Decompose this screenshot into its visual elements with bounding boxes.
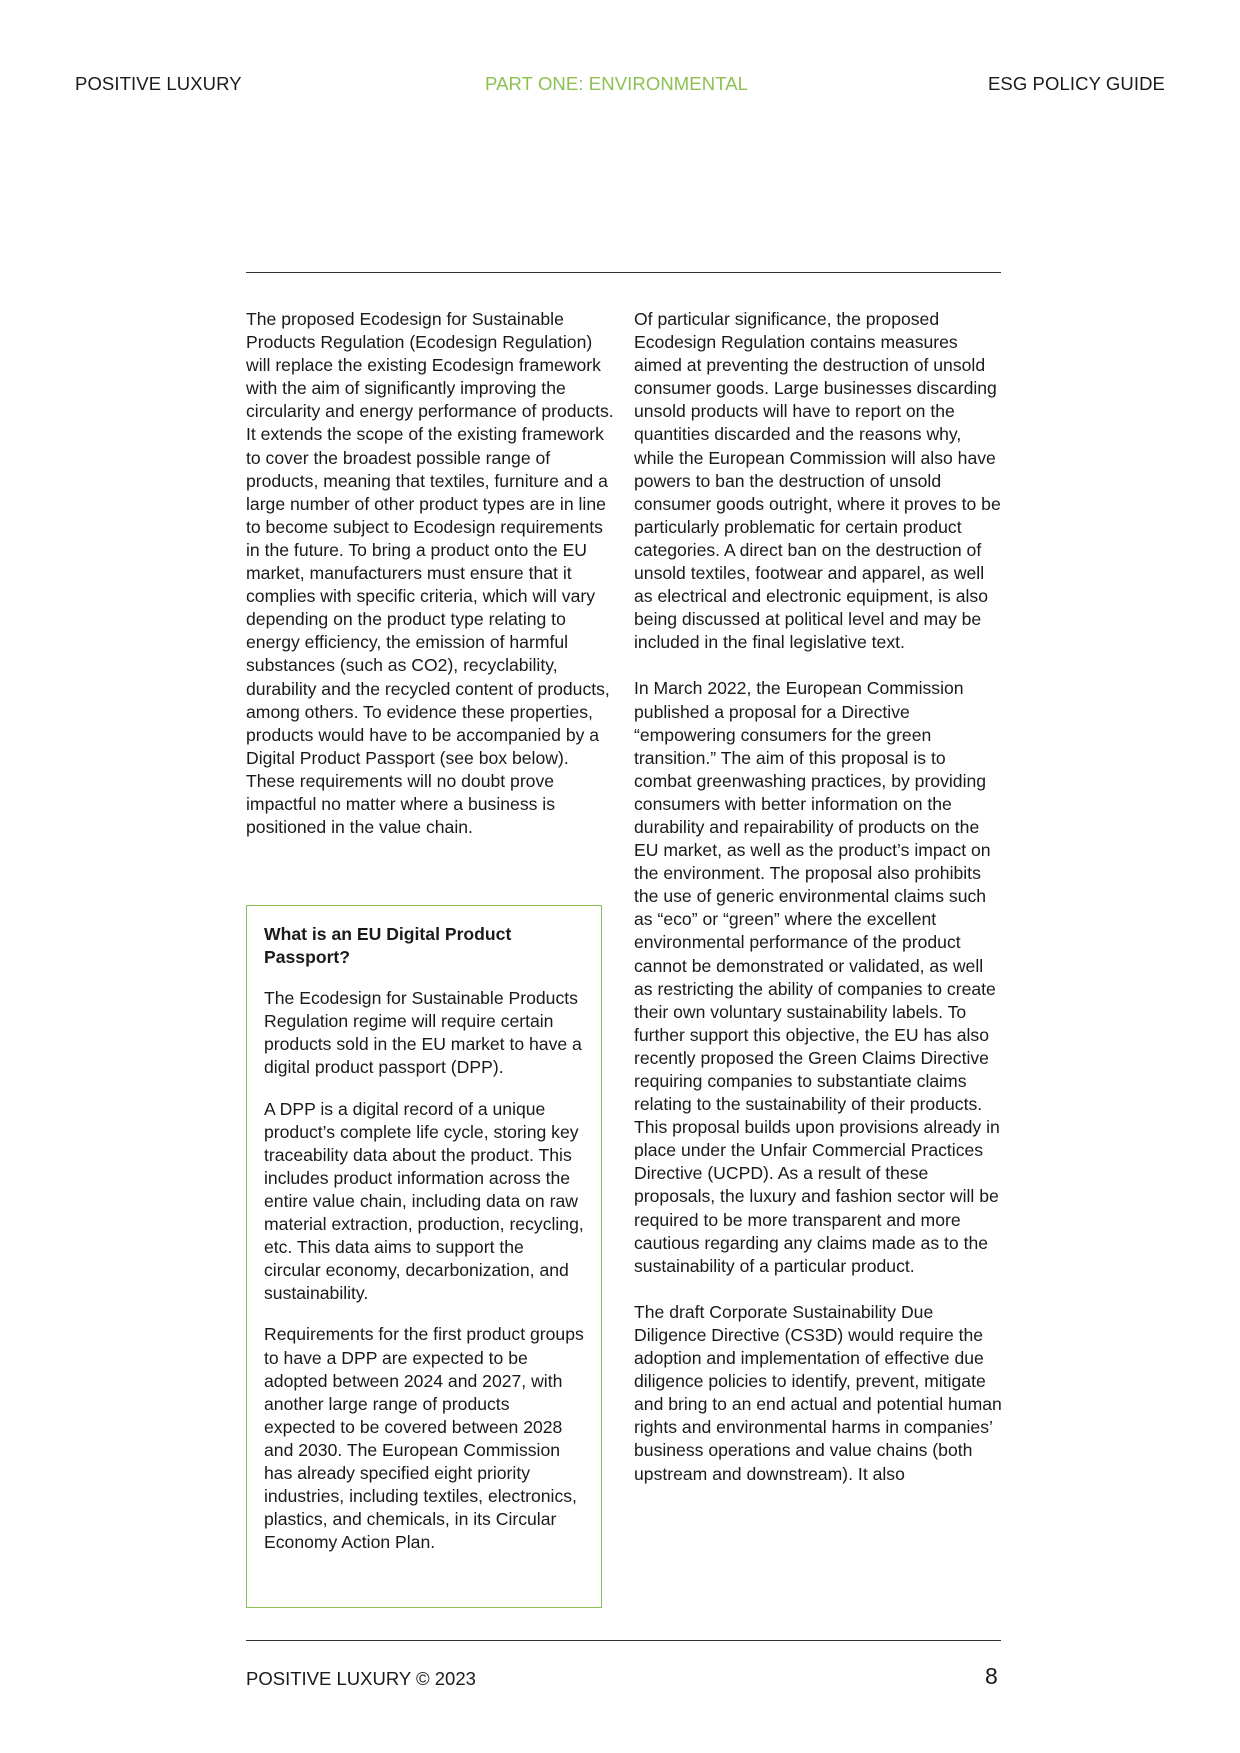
bottom-divider: [246, 1640, 1001, 1641]
top-divider: [246, 272, 1001, 273]
body-paragraph: The proposed Ecodesign for Sustainable Products Regulation (Ecodesign Regulation) will replace the existing Ecodesign framework with the aim of significantly improving the circularity and energy performance of products. It extends the scope of the existing framework to cover the broadest possible range of products, meaning that textiles, furniture and a large number of other product types are in line to become subject to Ecodesign requirements in the future. To bring a product onto the EU market, manufacturers must ensure that it complies with specific criteria, which will vary depending on the product type relating to energy efficiency, the emission of harmful substances (such as CO2), recyclability, durability and the recycled content of products, among others. To evidence these properties, products would have to be accompanied by a Digital Product Passport (see box below). These requirements will no doubt prove impactful no matter where a business is positioned in the value chain.: [246, 309, 614, 838]
info-box-paragraph: Requirements for the first product groups to have a DPP are expected to be adopted between 2024 and 2027, with another large range of products expected to be covered between 2028 and 2030. The European Commission has already specified eight priority industries, including textiles, electronics, plastics, and chemicals, in its Circular Economy Action Plan.: [264, 1324, 584, 1553]
footer-copyright: POSITIVE LUXURY © 2023: [246, 1668, 476, 1689]
header-section-title: PART ONE: ENVIRONMENTAL: [485, 73, 749, 94]
body-paragraph: In March 2022, the European Commission published a proposal for a Directive “empowering consumers for the green transition.” The aim of this proposal is to combat greenwashing practices, by providing consumers with better information on the durability and repairability of products on the EU market, as well as the product’s impact on the environment. The proposal also prohibits the use of generic environmental claims such as “eco” or “green” where the excellent environmental performance of the product cannot be demonstrated or validated, as well as restricting the ability of companies to create their own voluntary sustainability labels. To further support this objective, the EU has also recently proposed the Green Claims Directive requiring companies to substantiate claims relating to the sustainability of their products. This proposal builds upon provisions already in place under the Unfair Commercial Practices Directive (UCPD). As a result of these proposals, the luxury and fashion sector will be required to be more transparent and more cautious regarding any claims made as to the sustainability of a particular product.: [634, 678, 1000, 1276]
info-box-paragraph: The Ecodesign for Sustainable Products Regulation regime will require certain products sold in the EU market to have a digital product passport (DPP).: [264, 988, 582, 1078]
running-header: [75, 73, 1165, 97]
left-column: [246, 308, 616, 839]
header-publisher: POSITIVE LUXURY: [75, 73, 242, 94]
header-document-title: ESG POLICY GUIDE: [987, 73, 1165, 94]
info-box-digital-product-passport: [246, 905, 602, 1608]
info-box-title: What is an EU Digital Product Passport?: [264, 924, 512, 968]
page-number: 8: [985, 1663, 998, 1689]
body-paragraph: Of particular significance, the proposed Ecodesign Regulation contains measures aimed at preventing the destruction of unsold consumer goods. Large businesses discarding unsold products will have to report on the quantities discarded and the reasons why, while the European Commission will also have powers to ban the destruction of unsold consumer goods outright, where it proves to be particularly problematic for certain product categories. A direct ban on the destruction of unsold textiles, footwear and apparel, as well as electrical and electronic equipment, is also being discussed at political level and may be included in the final legislative text.: [634, 309, 1001, 653]
info-box-paragraph: A DPP is a digital record of a unique product’s complete life cycle, storing key traceability data about the product. This includes product information across the entire value chain, including data on raw material extraction, production, recycling, etc. This data aims to support the circular economy, decarbonization, and sustainability.: [264, 1098, 584, 1304]
body-paragraph: The draft Corporate Sustainability Due Diligence Directive (CS3D) would require the adoption and implementation of effective due diligence policies to identify, prevent, mitigate and bring to an end actual and potential human rights and environmental harms in companies’ business operations and value chains (both upstream and downstream). It also: [634, 1301, 1002, 1484]
right-column: [634, 308, 1004, 1486]
